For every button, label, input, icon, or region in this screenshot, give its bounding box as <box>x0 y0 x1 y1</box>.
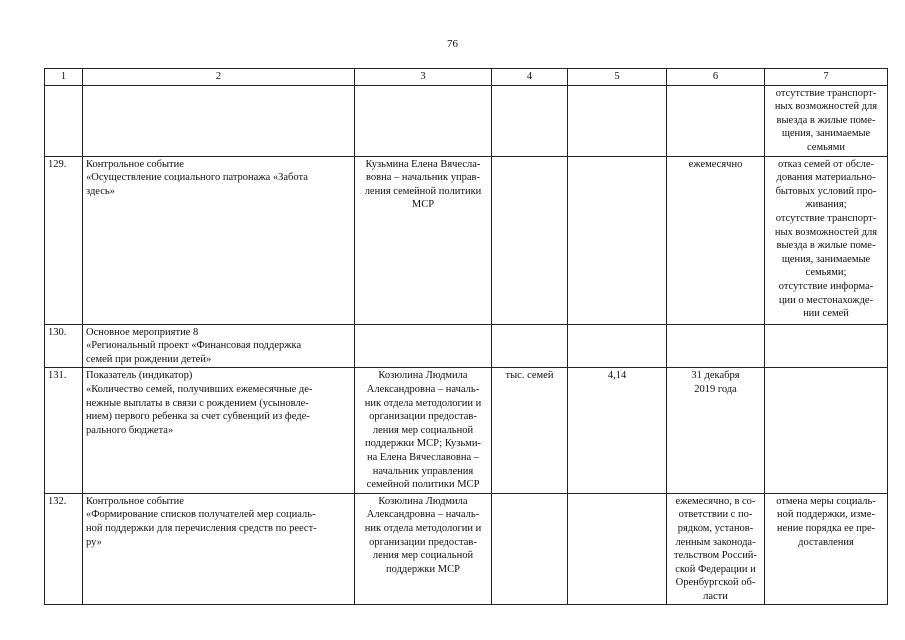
event-description-cell <box>83 156 355 324</box>
risks-cell <box>765 156 888 324</box>
text-line: отсутствие информа- <box>778 280 874 292</box>
page-number: 76 <box>447 38 458 50</box>
text-line: ной поддержки, изме- <box>777 509 875 521</box>
deadline-cell <box>667 493 765 605</box>
value-cell <box>568 493 667 605</box>
text-line: ответствии с по- <box>678 509 753 521</box>
text-line: отсутствие транспорт- <box>775 212 877 224</box>
text-line: Александровна – началь- <box>366 509 480 521</box>
text-line: ления мер социальной <box>372 424 474 436</box>
text-line: «Формирование списков получателей мер социаль- <box>86 509 316 521</box>
text-line: Кузьмина Елена Вячесла- <box>365 158 481 170</box>
column-header: 5 <box>568 69 667 86</box>
risks-cell <box>765 324 888 368</box>
unit-cell <box>492 156 568 324</box>
risks-cell <box>765 368 888 493</box>
text-line: вовна – начальник управ- <box>366 172 480 184</box>
table-row <box>45 156 888 324</box>
text-line: здесь» <box>86 185 115 197</box>
text-line: ции о местонахожде- <box>778 294 874 306</box>
text-line: нии семей <box>803 308 849 320</box>
row-number-cell <box>45 85 83 156</box>
text-line: щения, занимаемые <box>781 253 871 265</box>
text-line: отсутствие транспорт- <box>775 87 877 99</box>
text-line: Александровна – началь- <box>366 383 480 395</box>
unit-cell: тыс. семей <box>492 368 568 493</box>
responsible-person-cell <box>355 324 492 368</box>
text-line: начальник управления <box>372 465 474 477</box>
text-line: щения, занимаемые <box>781 128 871 140</box>
text-line: выезда в жилые поме- <box>776 114 876 126</box>
text-line: дования материально- <box>776 172 876 184</box>
text-line: Показатель (индикатор) <box>86 370 193 382</box>
responsible-person-cell <box>355 85 492 156</box>
value-cell <box>568 324 667 368</box>
text-line: ления семейной политики <box>364 185 482 197</box>
deadline-cell <box>667 368 765 493</box>
header-row <box>45 69 888 86</box>
text-line: ления мер социальной <box>372 550 474 562</box>
text-line: семей при рождении детей» <box>86 353 212 365</box>
text-line: ру» <box>86 536 102 548</box>
unit-cell <box>492 85 568 156</box>
text-line: организации предостав- <box>369 411 477 423</box>
text-line: ской Федерации и <box>675 563 756 575</box>
text-line: отказ семей от обсле- <box>777 158 875 170</box>
text-line: на Елена Вячеславовна – <box>367 451 479 463</box>
event-description-cell <box>83 368 355 493</box>
event-description-cell <box>83 85 355 156</box>
text-line: нием) первого ребенка за счет субвенций из феде- <box>86 411 310 423</box>
text-line: семьями <box>807 141 845 153</box>
column-header: 3 <box>355 69 492 86</box>
text-line: «Количество семей, получивших ежемесячные де- <box>86 383 313 395</box>
text-line: «Региональный проект «Финансовая поддержка <box>86 340 302 352</box>
text-line: выезда в жилые поме- <box>776 240 876 252</box>
text-line: 31 декабря <box>691 370 740 382</box>
column-header: 2 <box>83 69 355 86</box>
text-line: ежемесячно, в со- <box>675 495 756 507</box>
text-line: Козюлина Людмила <box>378 370 468 382</box>
column-header: 7 <box>765 69 888 86</box>
text-line: МСР <box>411 199 435 211</box>
risks-cell <box>765 85 888 156</box>
column-header: 4 <box>492 69 568 86</box>
responsible-person-cell <box>355 156 492 324</box>
unit-cell <box>492 324 568 368</box>
text-line: ных возможностей для <box>774 226 878 238</box>
risks-cell <box>765 493 888 605</box>
table-row <box>45 493 888 605</box>
deadline-cell <box>667 324 765 368</box>
value-cell: 4,14 <box>568 368 667 493</box>
deadline-cell <box>667 85 765 156</box>
text-line: доставления <box>798 536 854 548</box>
text-line: «Осуществление социального патронажа «Забота <box>86 172 308 184</box>
table-row <box>45 368 888 493</box>
text-line: Контрольное событие <box>86 495 184 507</box>
text-line: поддержки МСР; Кузьми- <box>364 438 482 450</box>
text-line: Основное мероприятие 8 <box>86 326 199 338</box>
text-line: ник отдела методологии и <box>364 397 482 409</box>
text-line: Оренбургской об- <box>675 577 756 589</box>
text-line: бытовых условий про- <box>775 185 877 197</box>
text-line: тельством Россий- <box>674 550 757 562</box>
responsible-person-cell <box>355 493 492 605</box>
row-number-cell: 131. <box>45 368 83 493</box>
event-description-cell <box>83 324 355 368</box>
text-line: ных возможностей для <box>774 101 878 113</box>
text-line: рядком, установ- <box>677 522 754 534</box>
responsible-person-cell <box>355 368 492 493</box>
table-row <box>45 324 888 368</box>
text-line: организации предостав- <box>369 536 477 548</box>
deadline-cell <box>667 156 765 324</box>
value-cell <box>568 156 667 324</box>
text-line: нежные выплаты в связи с рождением (усыновле- <box>86 397 309 409</box>
text-line: семейной политики МСР <box>366 479 480 491</box>
unit-cell <box>492 493 568 605</box>
text-line: ленным законода- <box>675 536 756 548</box>
column-header: 6 <box>667 69 765 86</box>
text-line: Контрольное событие <box>86 158 184 170</box>
row-number-cell: 130. <box>45 324 83 368</box>
text-line: ежемесячно <box>688 158 743 170</box>
text-line: отмена меры социаль- <box>776 495 876 507</box>
column-header: 1 <box>45 69 83 86</box>
text-line: семьями; <box>805 267 847 279</box>
text-line: рального бюджета» <box>86 424 174 436</box>
text-line: нение порядка ее пре- <box>776 522 876 534</box>
text-line: ник отдела методологии и <box>364 522 482 534</box>
text-line: 2019 года <box>694 383 737 395</box>
event-description-cell <box>83 493 355 605</box>
text-line: поддержки МСР <box>386 563 460 575</box>
table-row <box>45 85 888 156</box>
row-number-cell: 132. <box>45 493 83 605</box>
text-line: ласти <box>703 590 728 602</box>
value-cell <box>568 85 667 156</box>
text-line: живания; <box>805 199 847 211</box>
row-number-cell: 129. <box>45 156 83 324</box>
text-line: ной поддержки для перечисления средств по реест- <box>86 522 317 534</box>
text-line: Козюлина Людмила <box>378 495 468 507</box>
plan-table <box>44 68 888 605</box>
